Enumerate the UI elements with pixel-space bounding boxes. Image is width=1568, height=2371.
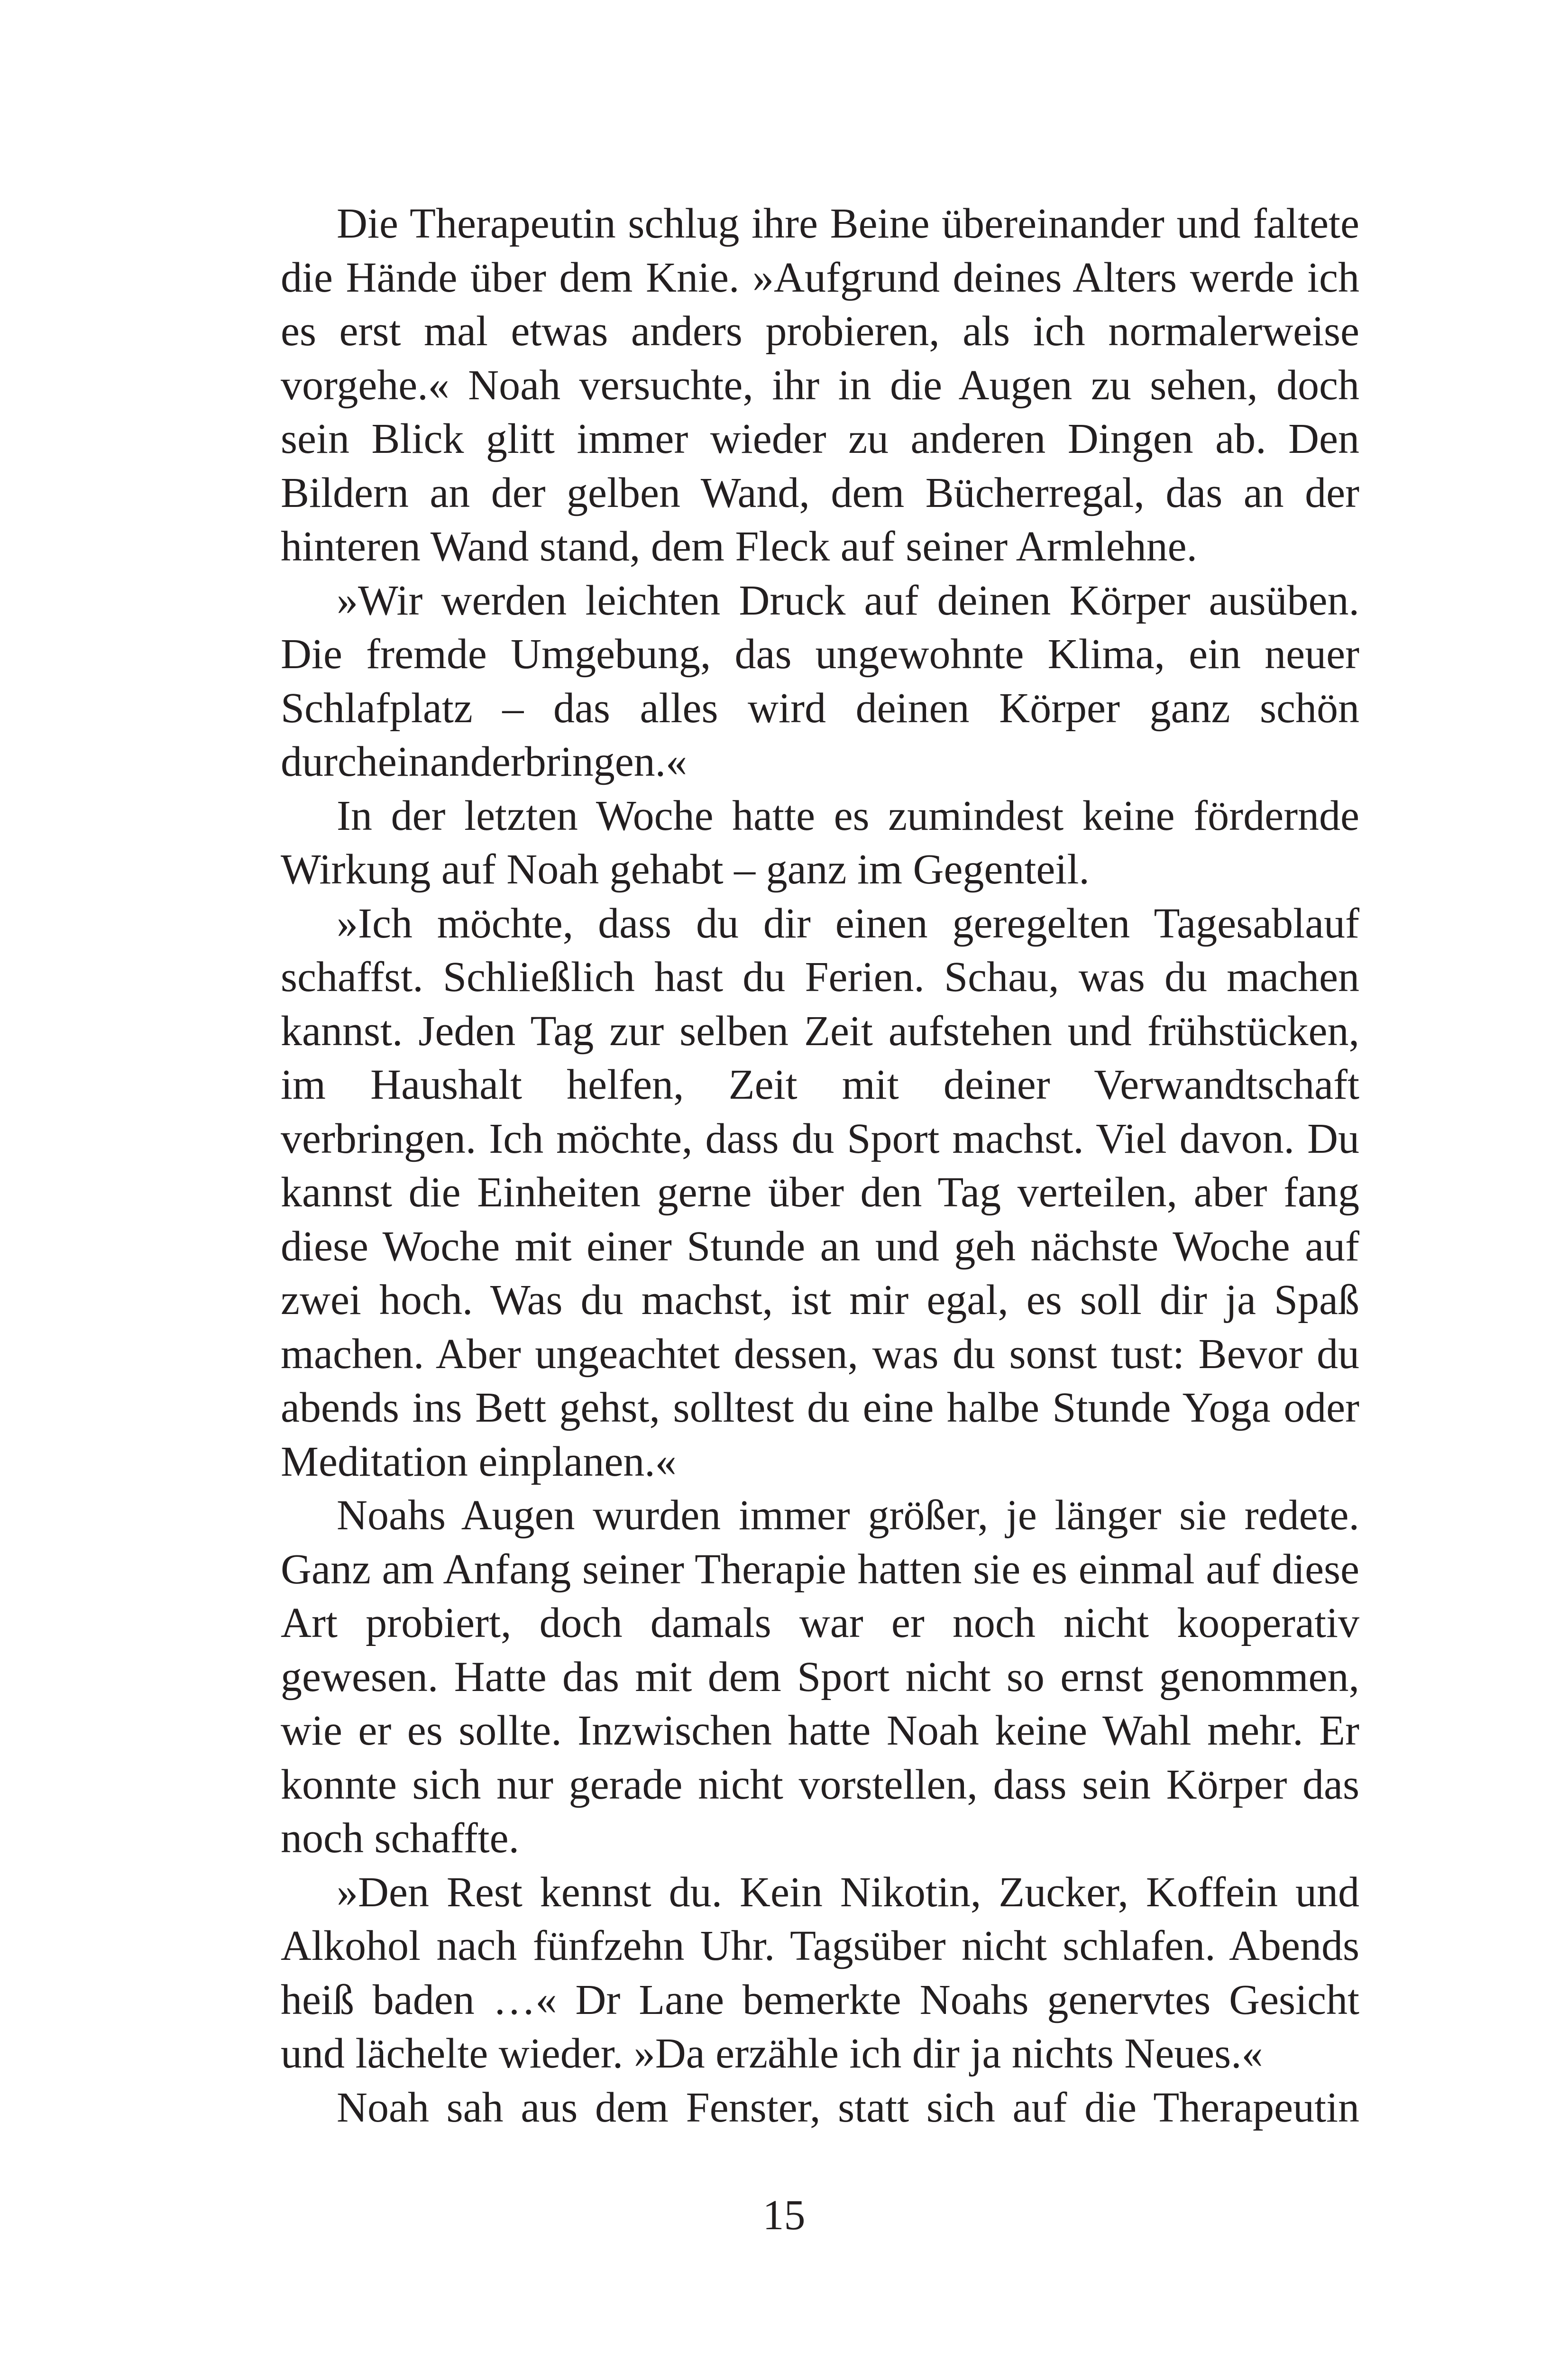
paragraph-1: Die Therapeutin schlug ihre Beine übereinander und faltete die Hände über dem Knie. »Aufgrund deines Alters werde ich es erst mal etwas anders probieren, als ich normalerweise vorgehe.« Noah versuchte, ihr in die Augen zu sehen, doch sein Blick glitt immer wieder zu anderen Dingen ab. Den Bildern an der gelben Wand, dem Bücherregal, das an der hinteren Wand stand, dem Fleck auf seiner Armlehne. (281, 200, 1359, 570)
paragraph-4: »Ich möchte, dass du dir einen geregelten Tagesablauf schaffst. Schließlich hast du Ferien. Schau, was du machen kannst. Jeden Tag zur selben Zeit aufstehen und frühstücken, im Haushalt helfen, Zeit mit deiner Verwandtschaft verbringen. Ich möchte, dass du Sport machst. Viel davon. Du kannst die Einheiten gerne über den Tag verteilen, aber fang diese Woche mit einer Stunde an und geh nächste Woche auf zwei hoch. Was du machst, ist mir egal, es soll dir ja Spaß machen. Aber ungeachtet dessen, was du sonst tust: Bevor du abends ins Bett gehst, solltest du eine halbe Stunde Yoga oder Meditation einplanen.« (281, 900, 1359, 1485)
paragraph-5: Noahs Augen wurden immer größer, je länger sie redete. Ganz am Anfang seiner Therapie hatten sie es einmal auf diese Art probiert, doch damals war er noch nicht kooperativ gewesen. Hatte das mit dem Sport nicht so ernst genommen, wie er es sollte. Inzwischen hatte Noah keine Wahl mehr. Er konnte sich nur gerade nicht vorstellen, dass sein Körper das noch schaffte. (281, 1492, 1359, 1862)
body-text (281, 197, 1359, 2134)
page-number: 15 (762, 2192, 806, 2239)
paragraph-3: In der letzten Woche hatte es zumindest keine fördernde Wirkung auf Noah gehabt – ganz im Gegenteil. (281, 792, 1359, 893)
paragraph-7: Noah sah aus dem Fenster, statt sich auf die Therapeutin (337, 2084, 1359, 2131)
paragraph-2: »Wir werden leichten Druck auf deinen Körper ausüben. Die fremde Umgebung, das ungewohnte Klima, ein neuer Schlafplatz – das alles wird deinen Körper ganz schön durcheinanderbringen.« (281, 577, 1359, 785)
paragraph-6: »Den Rest kennst du. Kein Nikotin, Zucker, Koffein und Alkohol nach fünfzehn Uhr. Tagsüber nicht schlafen. Abends heiß baden …« Dr Lane bemerkte Noahs genervtes Gesicht und lächelte wieder. »Da erzähle ich dir ja nichts Neues.« (281, 1868, 1359, 2077)
